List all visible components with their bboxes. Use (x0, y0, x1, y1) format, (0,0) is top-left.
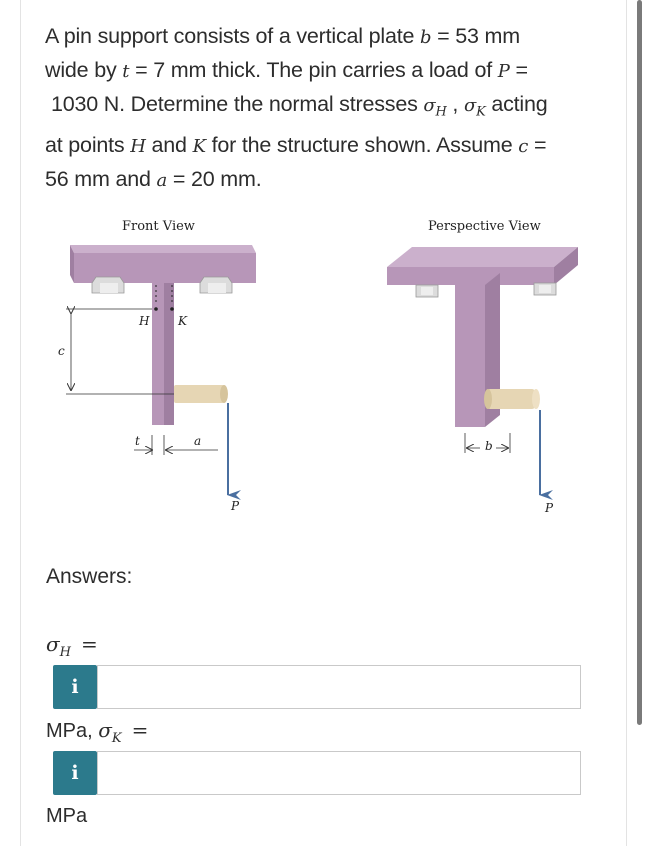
problem-statement (45, 20, 610, 197)
info-icon-button-1[interactable]: i (53, 665, 97, 709)
answers-heading: Answers: (46, 565, 133, 588)
scrollbar-thumb[interactable] (637, 0, 642, 725)
sigma-h-label: $\sigma_H$ = (46, 632, 98, 660)
label-a: a (194, 434, 202, 448)
label-c: c (58, 344, 65, 358)
sigma-k-input[interactable] (97, 751, 581, 795)
sigma-h-symbol: $\sigma_H$ (423, 95, 447, 120)
sigma-k-symbol: $\sigma_K$ (463, 95, 486, 120)
front-dim-t-a (134, 435, 218, 455)
front-view-title: Front View (122, 219, 195, 234)
front-vertical-plate (152, 283, 174, 425)
label-p-front: P (231, 499, 240, 513)
label-h: H (139, 314, 150, 328)
unit-mpa-label: MPa (46, 805, 88, 827)
front-bolt-right (200, 277, 232, 293)
problem-line-2: wide by t = 7 mm thick. The pin carries a load of P = (45, 58, 528, 82)
problem-line-1: A pin support consists of a vertical plate b = 53 mm (45, 24, 520, 48)
problem-line-3: 1030 N. Determine the normal stresses $\sigma_H$ , $\sigma_K$ acting (51, 92, 548, 120)
persp-bolt-right (534, 283, 556, 295)
point-k-marker (170, 307, 174, 311)
front-pin (174, 385, 228, 403)
label-t: t (135, 434, 140, 448)
persp-top-plate (387, 247, 578, 285)
scrollbar[interactable] (637, 0, 643, 846)
figure-svg (40, 205, 610, 530)
persp-bolt-left (416, 285, 438, 297)
label-b: b (485, 439, 493, 453)
front-bolt-left (92, 277, 124, 293)
problem-line-4: at points H and K for the structure shown. Assume c = (45, 132, 547, 157)
point-h-marker (154, 307, 158, 311)
unit-mpa-sigma-k-label: MPa, $\sigma_K$ = (46, 718, 149, 746)
perspective-view-title: Perspective View (428, 219, 541, 234)
label-k: K (178, 314, 187, 328)
problem-line-5: 56 mm and a = 20 mm. (45, 166, 262, 191)
info-icon-button-2[interactable]: i (53, 751, 97, 795)
label-p-persp: P (545, 501, 554, 515)
persp-pin (484, 389, 540, 409)
problem-figure (40, 205, 610, 530)
sigma-h-input[interactable] (97, 665, 581, 709)
